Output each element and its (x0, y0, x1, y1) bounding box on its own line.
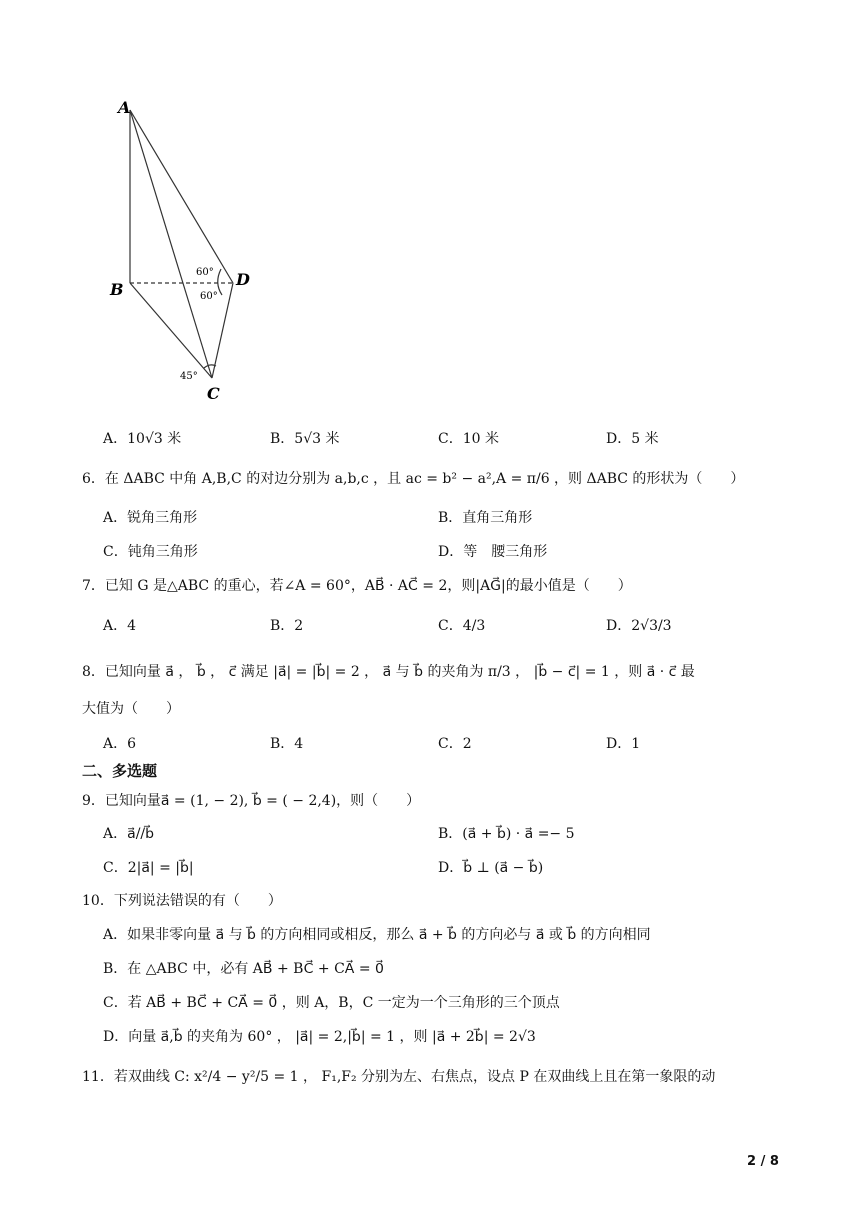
angle-label-bottom: 60° (200, 291, 218, 302)
edge-ad (130, 110, 233, 283)
q6-option-d: D．等 腰三角形 (438, 544, 548, 560)
q9-option-d: D．b⃗ ⊥ (a⃗ − b⃗) (438, 860, 544, 876)
page-number: 2 / 8 (747, 1154, 779, 1169)
q9-option-c: C．2|a⃗| = |b⃗| (103, 860, 194, 876)
q5-option-a: A．10√3 米 (103, 431, 182, 447)
q7-stem: 7．已知 G 是△ABC 的重心，若∠A = 60°，AB⃗ · AC⃗ = 2，则|AG⃗|的最小值是（ ） (82, 578, 632, 594)
q6-option-c: C．钝角三角形 (103, 544, 198, 560)
geometry-figure (100, 95, 270, 410)
q10-option-b: B．在 △ABC 中，必有 AB⃗ + BC⃗ + CA⃗ = 0⃗ (103, 961, 384, 977)
q10-option-d: D．向量 a⃗,b⃗ 的夹角为 60° ， |a⃗| = 2,|b⃗| = 1 ，则 |a⃗ + 2b⃗| = 2√3 (103, 1029, 536, 1045)
q7-option-a: A．4 (103, 618, 137, 634)
q8-stem-line2: 大值为（ ） (82, 701, 180, 717)
q5-option-b: B．5√3 米 (270, 431, 340, 447)
q5-option-c: C．10 米 (438, 431, 499, 447)
angle-label-top: 60° (196, 267, 214, 278)
q6-option-a: A．锐角三角形 (103, 510, 198, 526)
q6-option-b: B．直角三角形 (438, 510, 533, 526)
section-heading: 二、多选题 (82, 762, 158, 780)
q8-option-a: A．6 (103, 736, 137, 752)
q5-option-d: D．5 米 (606, 431, 659, 447)
label-b: B (110, 280, 124, 299)
q8-option-b: B．4 (270, 736, 304, 752)
q9-option-b: B．(a⃗ + b⃗) · a⃗ =− 5 (438, 826, 575, 842)
q10-stem: 10．下列说法错误的有（ ） (82, 893, 282, 909)
q6-stem: 6．在 ΔABC 中角 A,B,C 的对边分别为 a,b,c ，且 ac = b² − a²,A = π/6 ，则 ΔABC 的形状为（ ） (82, 471, 745, 487)
q10-option-a: A．如果非零向量 a⃗ 与 b⃗ 的方向相同或相反，那么 a⃗ + b⃗ 的方向必与 a⃗ 或 b⃗ 的方向相同 (103, 927, 651, 943)
q7-option-d: D．2√3/3 (606, 618, 672, 634)
q9-option-a: A．a⃗//b⃗ (103, 826, 155, 842)
q7-option-b: B．2 (270, 618, 304, 634)
q10-option-c: C．若 AB⃗ + BC⃗ + CA⃗ = 0⃗ ，则 A，B，C 一定为一个三角形的三个顶点 (103, 995, 560, 1011)
angle-arc-d (218, 269, 222, 295)
q8-option-c: C．2 (438, 736, 472, 752)
q8-stem-line1: 8．已知向量 a⃗ ， b⃗ ， c⃗ 满足 |a⃗| = |b⃗| = 2 ， a⃗ 与 b⃗ 的夹角为 π/3 ， |b⃗ − c⃗| = 1 ，则 a⃗ · c⃗ 最 (82, 664, 695, 680)
q8-option-d: D．1 (606, 736, 641, 752)
edge-ac (130, 110, 212, 378)
label-d: D (236, 270, 250, 289)
q11-stem: 11．若双曲线 C: x²/4 − y²/5 = 1 ， F₁,F₂ 分别为左、右焦点，设点 P 在双曲线上且在第一象限的动 (82, 1069, 716, 1085)
q7-option-c: C．4/3 (438, 618, 486, 634)
label-a: A (118, 98, 131, 117)
label-c: C (207, 384, 220, 403)
angle-label-c: 45° (180, 371, 198, 382)
q9-stem: 9．已知向量a⃗ = (1, − 2), b⃗ = ( − 2,4)，则（ ） (82, 793, 421, 809)
